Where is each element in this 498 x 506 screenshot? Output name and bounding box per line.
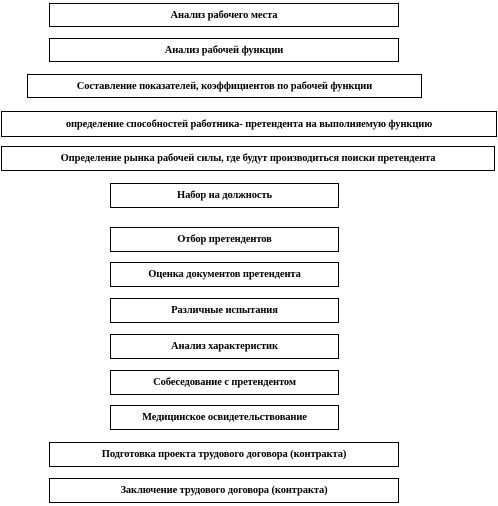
step-label: Подготовка проекта трудового договора (контракта) bbox=[101, 449, 347, 460]
step-label: Различные испытания bbox=[171, 305, 278, 316]
step-box-abilities bbox=[1, 111, 497, 137]
step-label: Собеседование с претендентом bbox=[153, 377, 296, 388]
step-label: Анализ рабочей функции bbox=[164, 44, 284, 56]
step-label: Определение рынка рабочей силы, где будут производиться поиски претендента bbox=[60, 153, 436, 164]
step-box-interview bbox=[110, 370, 339, 395]
step-box-document-evaluation bbox=[110, 262, 339, 287]
step-label: Оценка документов претендента bbox=[148, 269, 301, 280]
step-label: Анализ характеристик bbox=[171, 341, 278, 352]
step-label: Медицинское освидетельствование bbox=[142, 412, 307, 423]
step-box-characteristics-analysis bbox=[110, 334, 339, 359]
step-label: Составление показателей, коэффициентов по рабочей функции bbox=[76, 80, 373, 92]
step-box-labor-market bbox=[1, 146, 495, 171]
step-label: Анализ рабочего места bbox=[170, 9, 278, 21]
step-box-contract-draft bbox=[49, 442, 399, 467]
step-box-indicators bbox=[27, 74, 422, 98]
step-box-medical-exam bbox=[110, 405, 339, 430]
step-box-tests bbox=[110, 298, 339, 323]
step-box-function-analysis bbox=[49, 38, 399, 62]
step-box-candidate-selection bbox=[110, 227, 339, 252]
step-box-workplace-analysis bbox=[49, 3, 399, 27]
step-label: Заключение трудового договора (контракта) bbox=[120, 485, 328, 496]
step-box-contract-signing bbox=[49, 478, 399, 503]
step-label: Набор на должность bbox=[177, 190, 272, 201]
step-label: определение способностей работника- претендента на выполняемую функцию bbox=[65, 118, 433, 130]
step-label: Отбор претендентов bbox=[177, 234, 272, 245]
step-box-recruitment bbox=[110, 183, 339, 208]
